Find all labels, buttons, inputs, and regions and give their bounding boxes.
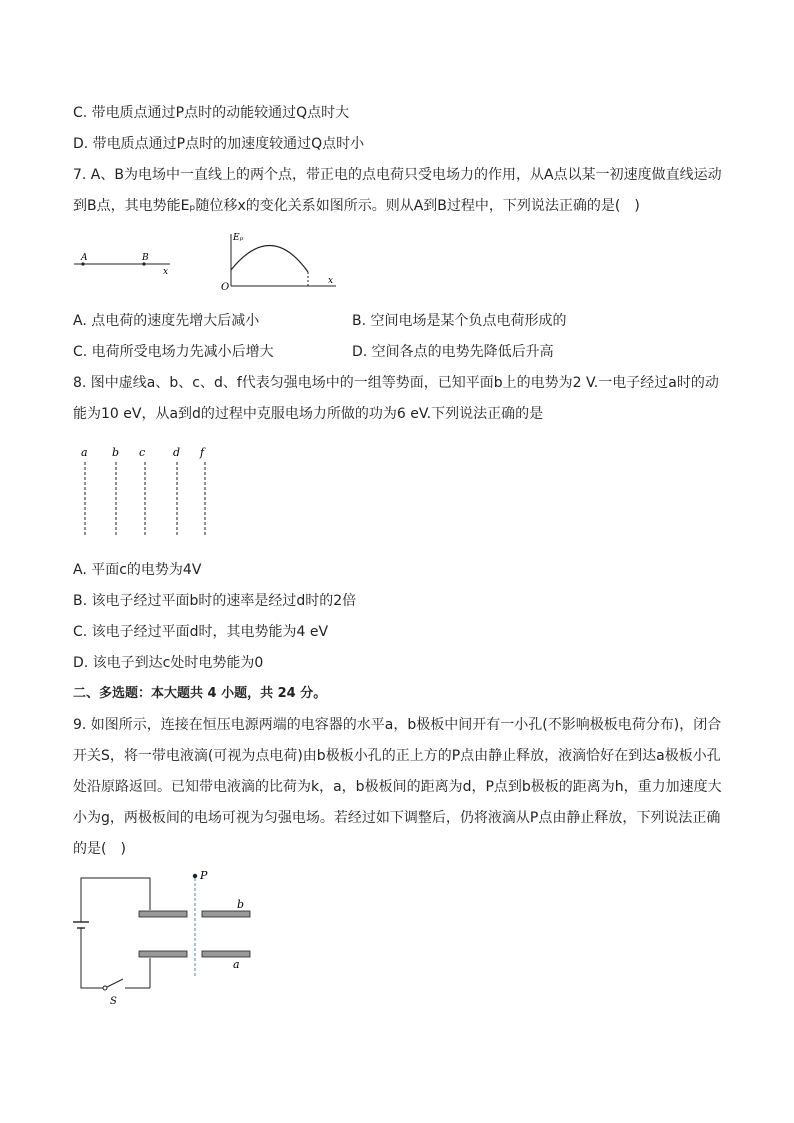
q8-label-c: c	[139, 446, 146, 459]
q7-option-c: C. 电荷所受电场力先减小后增大	[73, 344, 274, 360]
q9-label-s: S	[110, 996, 117, 1007]
q8-stem-line1: 8. 图中虚线a、b、c、d、f代表匀强电场中的一组等势面，已知平面b上的电势为2 V.一电子经过a时的动	[73, 375, 719, 391]
q9-stem-line5: 的是( )	[73, 841, 126, 857]
q8-option-c: C. 该电子经过平面d时，其电势能为4 eV	[73, 624, 329, 640]
q9-label-p: P	[200, 869, 208, 882]
q9-stem-line2: 开关S，将一带电液滴(可视为点电荷)由b极板小孔的正上方的P点由静止释放，液滴恰好在到达a极板小孔	[73, 748, 721, 764]
q7-figure-line	[70, 250, 180, 280]
section-heading-multiple-choice: 二、多选题：本大题共 4 小题，共 24 分。	[73, 686, 327, 701]
q8-figure-equipotentials	[75, 442, 220, 542]
q9-stem-line3: 处沿原路返回。已知带电液滴的比荷为k，a，b极板间的距离为d，P点到b极板的距离为h，重力加速度大	[73, 779, 722, 795]
q9-figure-capacitor-circuit	[65, 866, 265, 1007]
q9-stem-line4: 小为g，两极板间的电场可视为匀强电场。若经过如下调整后，仍将液滴从P点由静止释放，下列说法正确	[73, 810, 721, 826]
q7-figure-ep-graph	[218, 228, 343, 293]
q7-line-label-a: A	[81, 253, 88, 263]
q9-stem-line1: 9. 如图所示，连接在恒压电源两端的电容器的水平a，b极板中间开有一小孔(不影响极板电荷分布)，闭合	[73, 717, 722, 733]
q7-graph-label-ep: Eₚ	[233, 233, 244, 243]
q8-option-d: D. 该电子到达c处时电势能为0	[73, 655, 264, 671]
q8-label-a: a	[81, 446, 88, 459]
q8-option-a: A. 平面c的电势为4V	[73, 562, 202, 578]
q8-stem-line2: 能为10 eV，从a到d的过程中克服电场力所做的功为6 eV.下列说法正确的是	[73, 406, 544, 422]
q7-option-b: B. 空间电场是某个负点电荷形成的	[352, 313, 567, 329]
q8-label-f: f	[200, 446, 205, 459]
q9-label-b: b	[237, 898, 245, 911]
q6-option-d: D. 带电质点通过P点时的加速度较通过Q点时小	[73, 136, 365, 152]
q7-line-label-x: x	[163, 267, 169, 277]
q8-option-b: B. 该电子经过平面b时的速率是经过d时的2倍	[73, 593, 357, 609]
q7-option-d: D. 空间各点的电势先降低后升高	[352, 344, 554, 360]
q7-graph-label-x: x	[328, 276, 334, 286]
q7-graph-label-o: O	[221, 282, 230, 293]
q7-stem-line2: 到B点，其电势能Eₚ随位移x的变化关系如图所示。则从A到B过程中，下列说法正确的是( )	[73, 198, 640, 214]
q7-line-label-b: B	[142, 253, 149, 263]
q6-option-c: C. 带电质点通过P点时的动能较通过Q点时大	[73, 105, 350, 121]
q7-stem-line1: 7. A、B为电场中一直线上的两个点，带正电的点电荷只受电场力的作用，从A点以某一初速度做直线运动	[73, 167, 722, 183]
q8-label-d: d	[173, 446, 181, 459]
q8-label-b: b	[112, 446, 120, 459]
q9-label-a: a	[233, 958, 240, 971]
q7-option-a: A. 点电荷的速度先增大后减小	[73, 313, 260, 329]
